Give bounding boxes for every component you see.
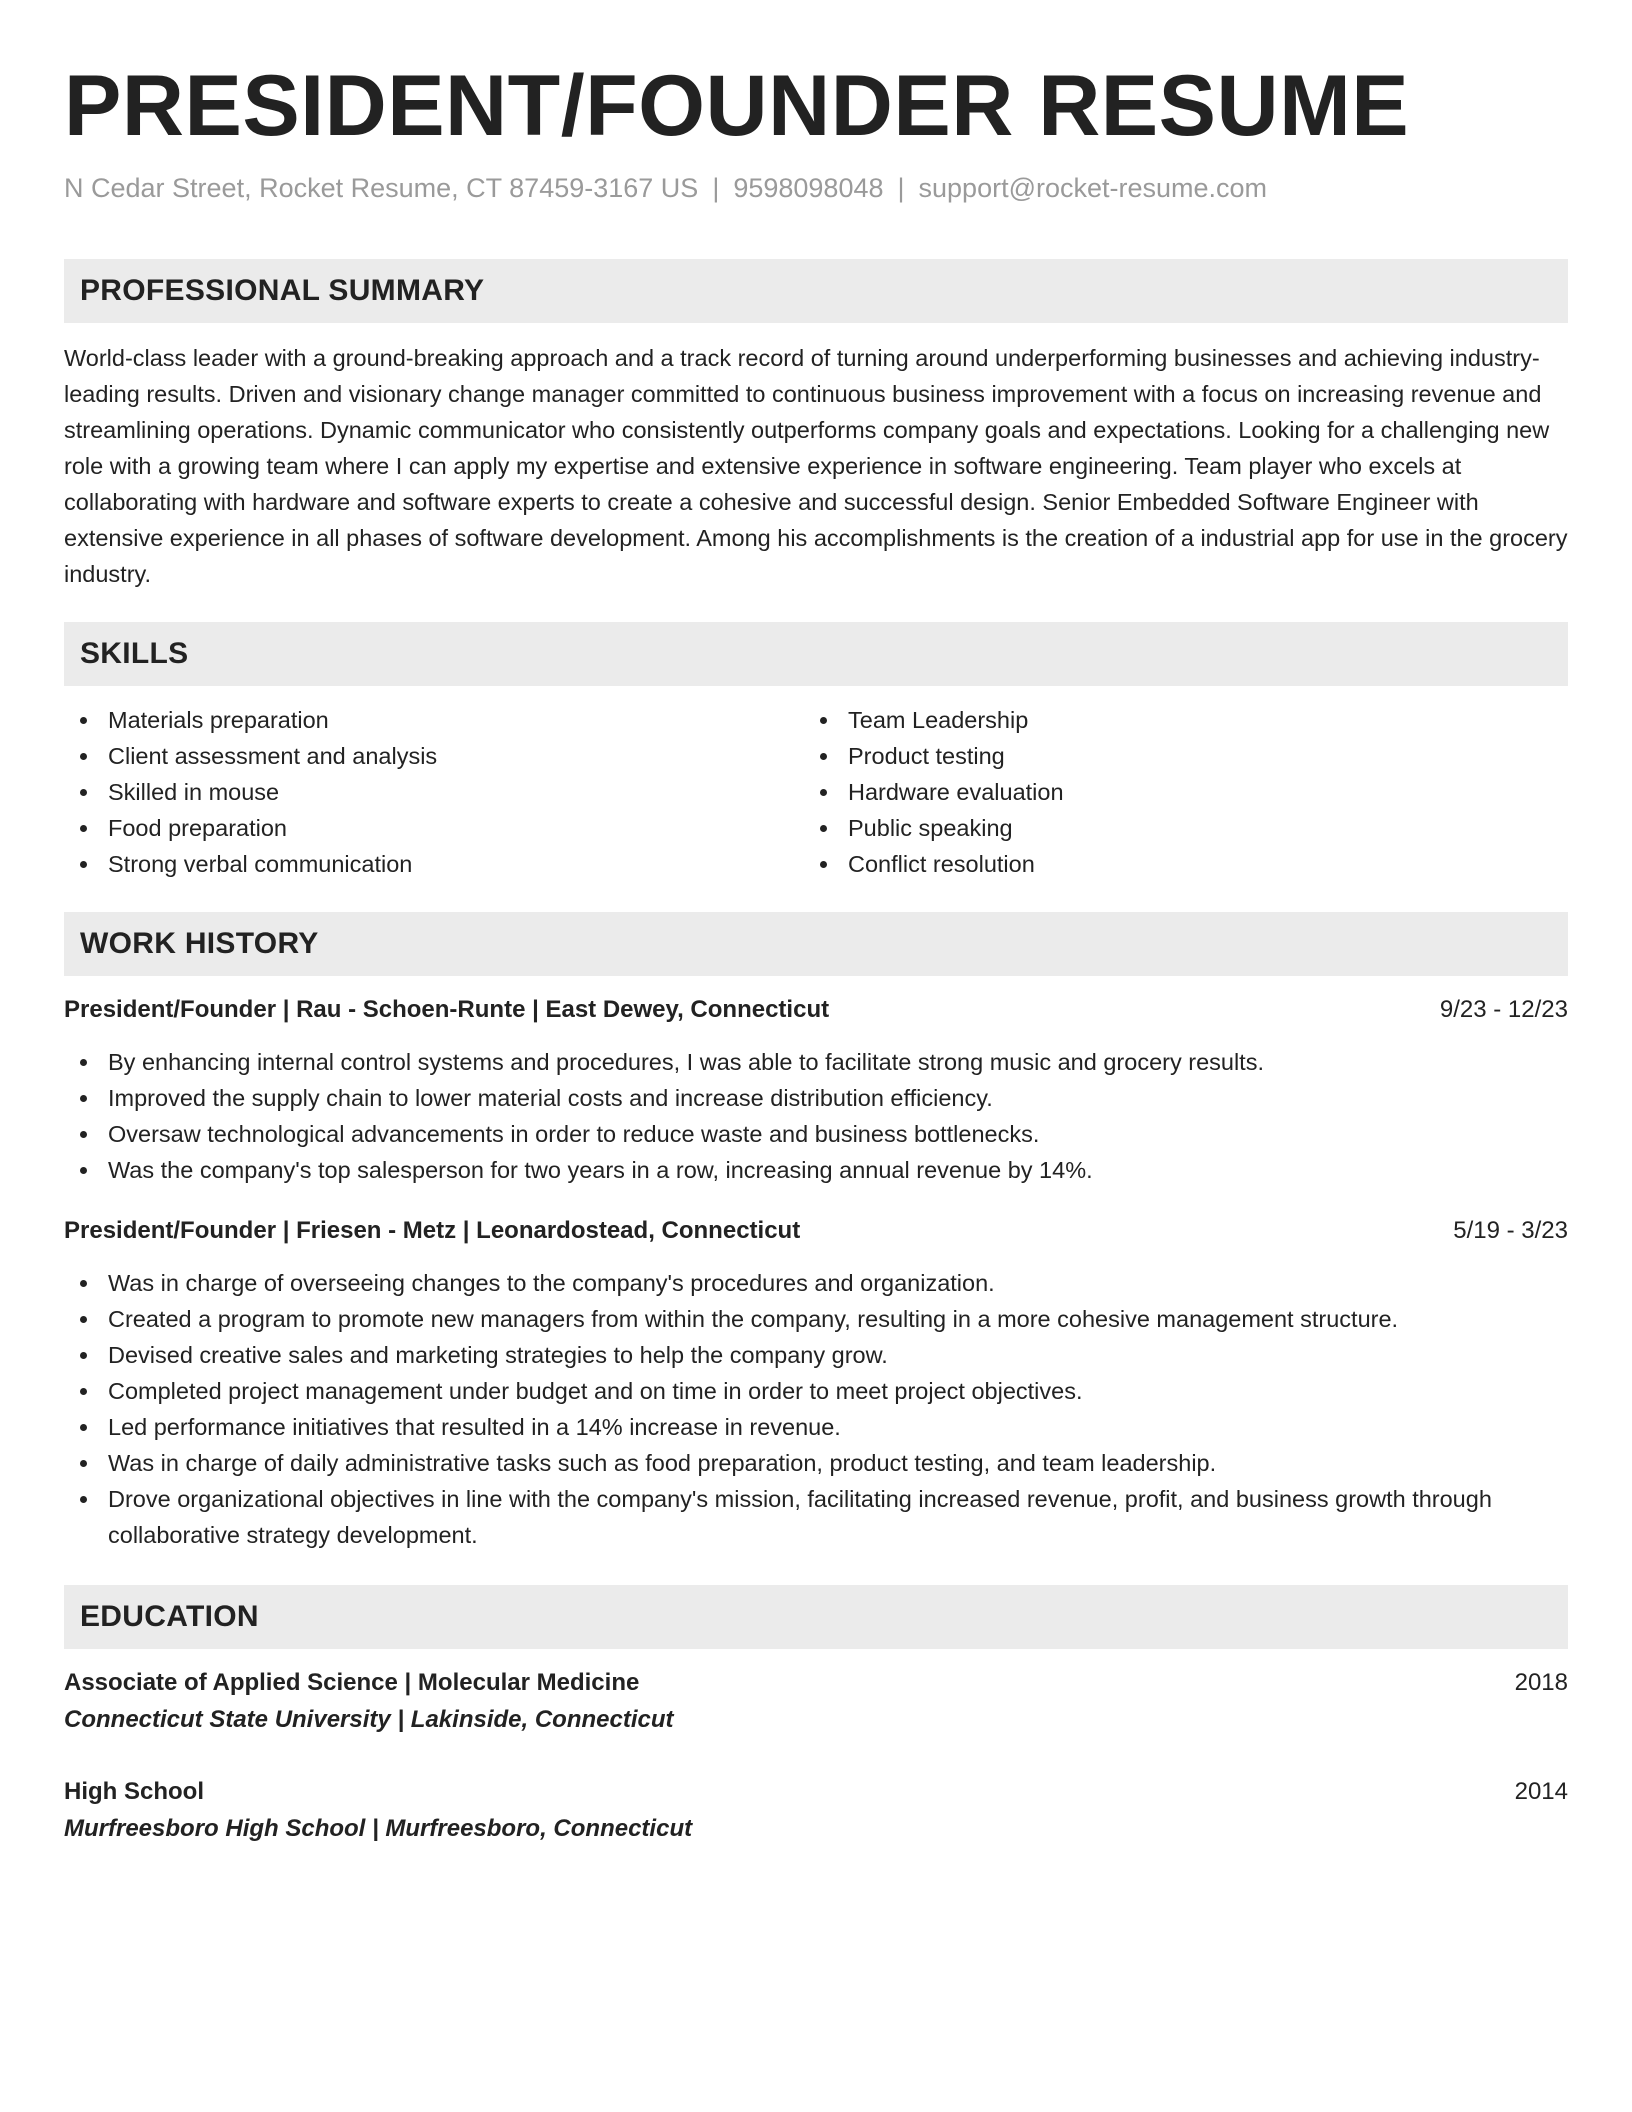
contact-separator: | — [712, 173, 720, 203]
job-bullet-text: Was the company's top salesperson for two years in a row, increasing annual revenue by 14%. — [108, 1157, 1093, 1183]
skill-label: Strong verbal communication — [108, 851, 413, 877]
skill-label: Materials preparation — [108, 707, 329, 733]
job-bullet — [64, 1409, 1568, 1445]
bullet-icon — [80, 717, 87, 724]
job-bullet-text: Drove organizational objectives in line with the company's mission, facilitating increased revenue, profit, and business growth through collaborative strategy development. — [108, 1486, 1492, 1548]
skill-item — [804, 774, 1544, 810]
education-entry — [64, 1774, 1568, 1848]
skill-label: Hardware evaluation — [848, 779, 1064, 805]
job-bullet — [64, 1044, 1568, 1080]
bullet-icon — [80, 1167, 87, 1174]
job-bullet — [64, 1116, 1568, 1152]
skill-item — [64, 846, 804, 882]
job-bullet-text: By enhancing internal control systems and procedures, I was able to facilitate strong music and grocery results. — [108, 1049, 1264, 1075]
job-bullets — [64, 1265, 1568, 1553]
bullet-icon — [80, 1388, 87, 1395]
education-year: 2014 — [1514, 1778, 1568, 1805]
bullet-icon — [820, 717, 827, 724]
job-header — [64, 992, 1568, 1028]
bullet-icon — [80, 1280, 87, 1287]
job-bullet — [64, 1080, 1568, 1116]
bullet-icon — [80, 1496, 87, 1503]
bullet-icon — [80, 789, 87, 796]
section-heading-skills: SKILLS — [64, 622, 1568, 686]
skill-item — [64, 774, 804, 810]
job-bullet — [64, 1337, 1568, 1373]
skill-item — [804, 738, 1544, 774]
summary-text: World-class leader with a ground-breaking approach and a track record of turning around underperforming businesses and achieving industry-leading results. Driven and visionary change manager committed to continuous business improvement with a focus on increasing revenue and streamlining operations. Dynamic communicator who consistently outperforms company goals and expectations. Looking for a challenging new role with a growing team where I can apply my expertise and extensive experience in software engineering. Team player who excels at collaborating with hardware and software experts to create a cohesive and successful design. Senior Embedded Software Engineer with extensive experience in all phases of software development. Among his accomplishments is the creation of a industrial app for use in the grocery industry. — [64, 345, 1568, 587]
job-bullet — [64, 1152, 1568, 1188]
job-bullet — [64, 1445, 1568, 1481]
bullet-icon — [80, 753, 87, 760]
section-heading-education: EDUCATION — [64, 1585, 1568, 1649]
skills-list — [64, 702, 1568, 882]
skill-label: Product testing — [848, 743, 1005, 769]
education-entry — [64, 1665, 1568, 1739]
skill-item — [64, 810, 804, 846]
skill-item — [804, 810, 1544, 846]
skill-label: Team Leadership — [848, 707, 1029, 733]
resume-title: PRESIDENT/FOUNDER RESUME — [64, 58, 1410, 154]
job-bullet-text: Was in charge of overseeing changes to the company's procedures and organization. — [108, 1270, 995, 1296]
skill-label: Food preparation — [108, 815, 287, 841]
job-bullet-text: Oversaw technological advancements in order to reduce waste and business bottlenecks. — [108, 1121, 1040, 1147]
bullet-icon — [820, 861, 827, 868]
skill-item — [804, 702, 1544, 738]
section-heading-work-history: WORK HISTORY — [64, 912, 1568, 976]
contact-address: N Cedar Street, Rocket Resume, CT 87459-3167 US — [64, 173, 699, 203]
contact-email: support@rocket-resume.com — [918, 173, 1268, 203]
job-bullets — [64, 1044, 1568, 1188]
job-title: President/Founder | Friesen - Metz | Leonardostead, Connecticut — [64, 1217, 801, 1244]
job-bullet-text: Led performance initiatives that resulted in a 14% increase in revenue. — [108, 1414, 841, 1440]
bullet-icon — [820, 789, 827, 796]
skill-item — [64, 738, 804, 774]
contact-phone: 9598098048 — [733, 173, 884, 203]
job-header — [64, 1213, 1568, 1249]
job-bullet-text: Created a program to promote new managers from within the company, resulting in a more cohesive management structure. — [108, 1306, 1399, 1332]
skill-item — [64, 702, 804, 738]
skill-label: Skilled in mouse — [108, 779, 280, 805]
skills-column-left — [64, 702, 804, 882]
section-heading-summary: PROFESSIONAL SUMMARY — [64, 259, 1568, 323]
job-dates: 9/23 - 12/23 — [1439, 996, 1568, 1023]
education-degree: Associate of Applied Science | Molecular Medicine — [64, 1669, 640, 1696]
job-bullet — [64, 1373, 1568, 1409]
job-entry — [64, 1213, 1568, 1553]
job-bullet — [64, 1301, 1568, 1337]
bullet-icon — [820, 753, 827, 760]
job-dates: 5/19 - 3/23 — [1453, 1217, 1568, 1244]
skill-item — [804, 846, 1544, 882]
job-entry — [64, 992, 1568, 1188]
contact-separator: | — [897, 173, 905, 203]
job-bullet — [64, 1481, 1568, 1553]
job-bullet-text: Devised creative sales and marketing strategies to help the company grow. — [108, 1342, 888, 1368]
education-year: 2018 — [1514, 1669, 1568, 1696]
bullet-icon — [820, 825, 827, 832]
bullet-icon — [80, 1131, 87, 1138]
skills-column-right — [804, 702, 1544, 882]
bullet-icon — [80, 861, 87, 868]
job-bullet-text: Improved the supply chain to lower material costs and increase distribution efficiency. — [108, 1085, 993, 1111]
contact-line — [64, 170, 1568, 206]
education-header — [64, 1665, 1568, 1701]
bullet-icon — [80, 1316, 87, 1323]
skill-label: Client assessment and analysis — [108, 743, 438, 769]
skill-label: Conflict resolution — [848, 851, 1035, 877]
bullet-icon — [80, 1059, 87, 1066]
bullet-icon — [80, 1352, 87, 1359]
skill-label: Public speaking — [848, 815, 1013, 841]
bullet-icon — [80, 825, 87, 832]
bullet-icon — [80, 1460, 87, 1467]
education-school: Connecticut State University | Lakinside, Connecticut — [64, 1706, 674, 1733]
job-title: President/Founder | Rau - Schoen-Runte | East Dewey, Connecticut — [64, 996, 830, 1023]
bullet-icon — [80, 1095, 87, 1102]
job-bullet-text: Completed project management under budget and on time in order to meet project objectives. — [108, 1378, 1083, 1404]
job-bullet-text: Was in charge of daily administrative tasks such as food preparation, product testing, and team leadership. — [108, 1450, 1217, 1476]
education-header — [64, 1774, 1568, 1810]
education-degree: High School — [64, 1778, 204, 1805]
education-school: Murfreesboro High School | Murfreesboro, Connecticut — [64, 1815, 693, 1842]
bullet-icon — [80, 1424, 87, 1431]
job-bullet — [64, 1265, 1568, 1301]
